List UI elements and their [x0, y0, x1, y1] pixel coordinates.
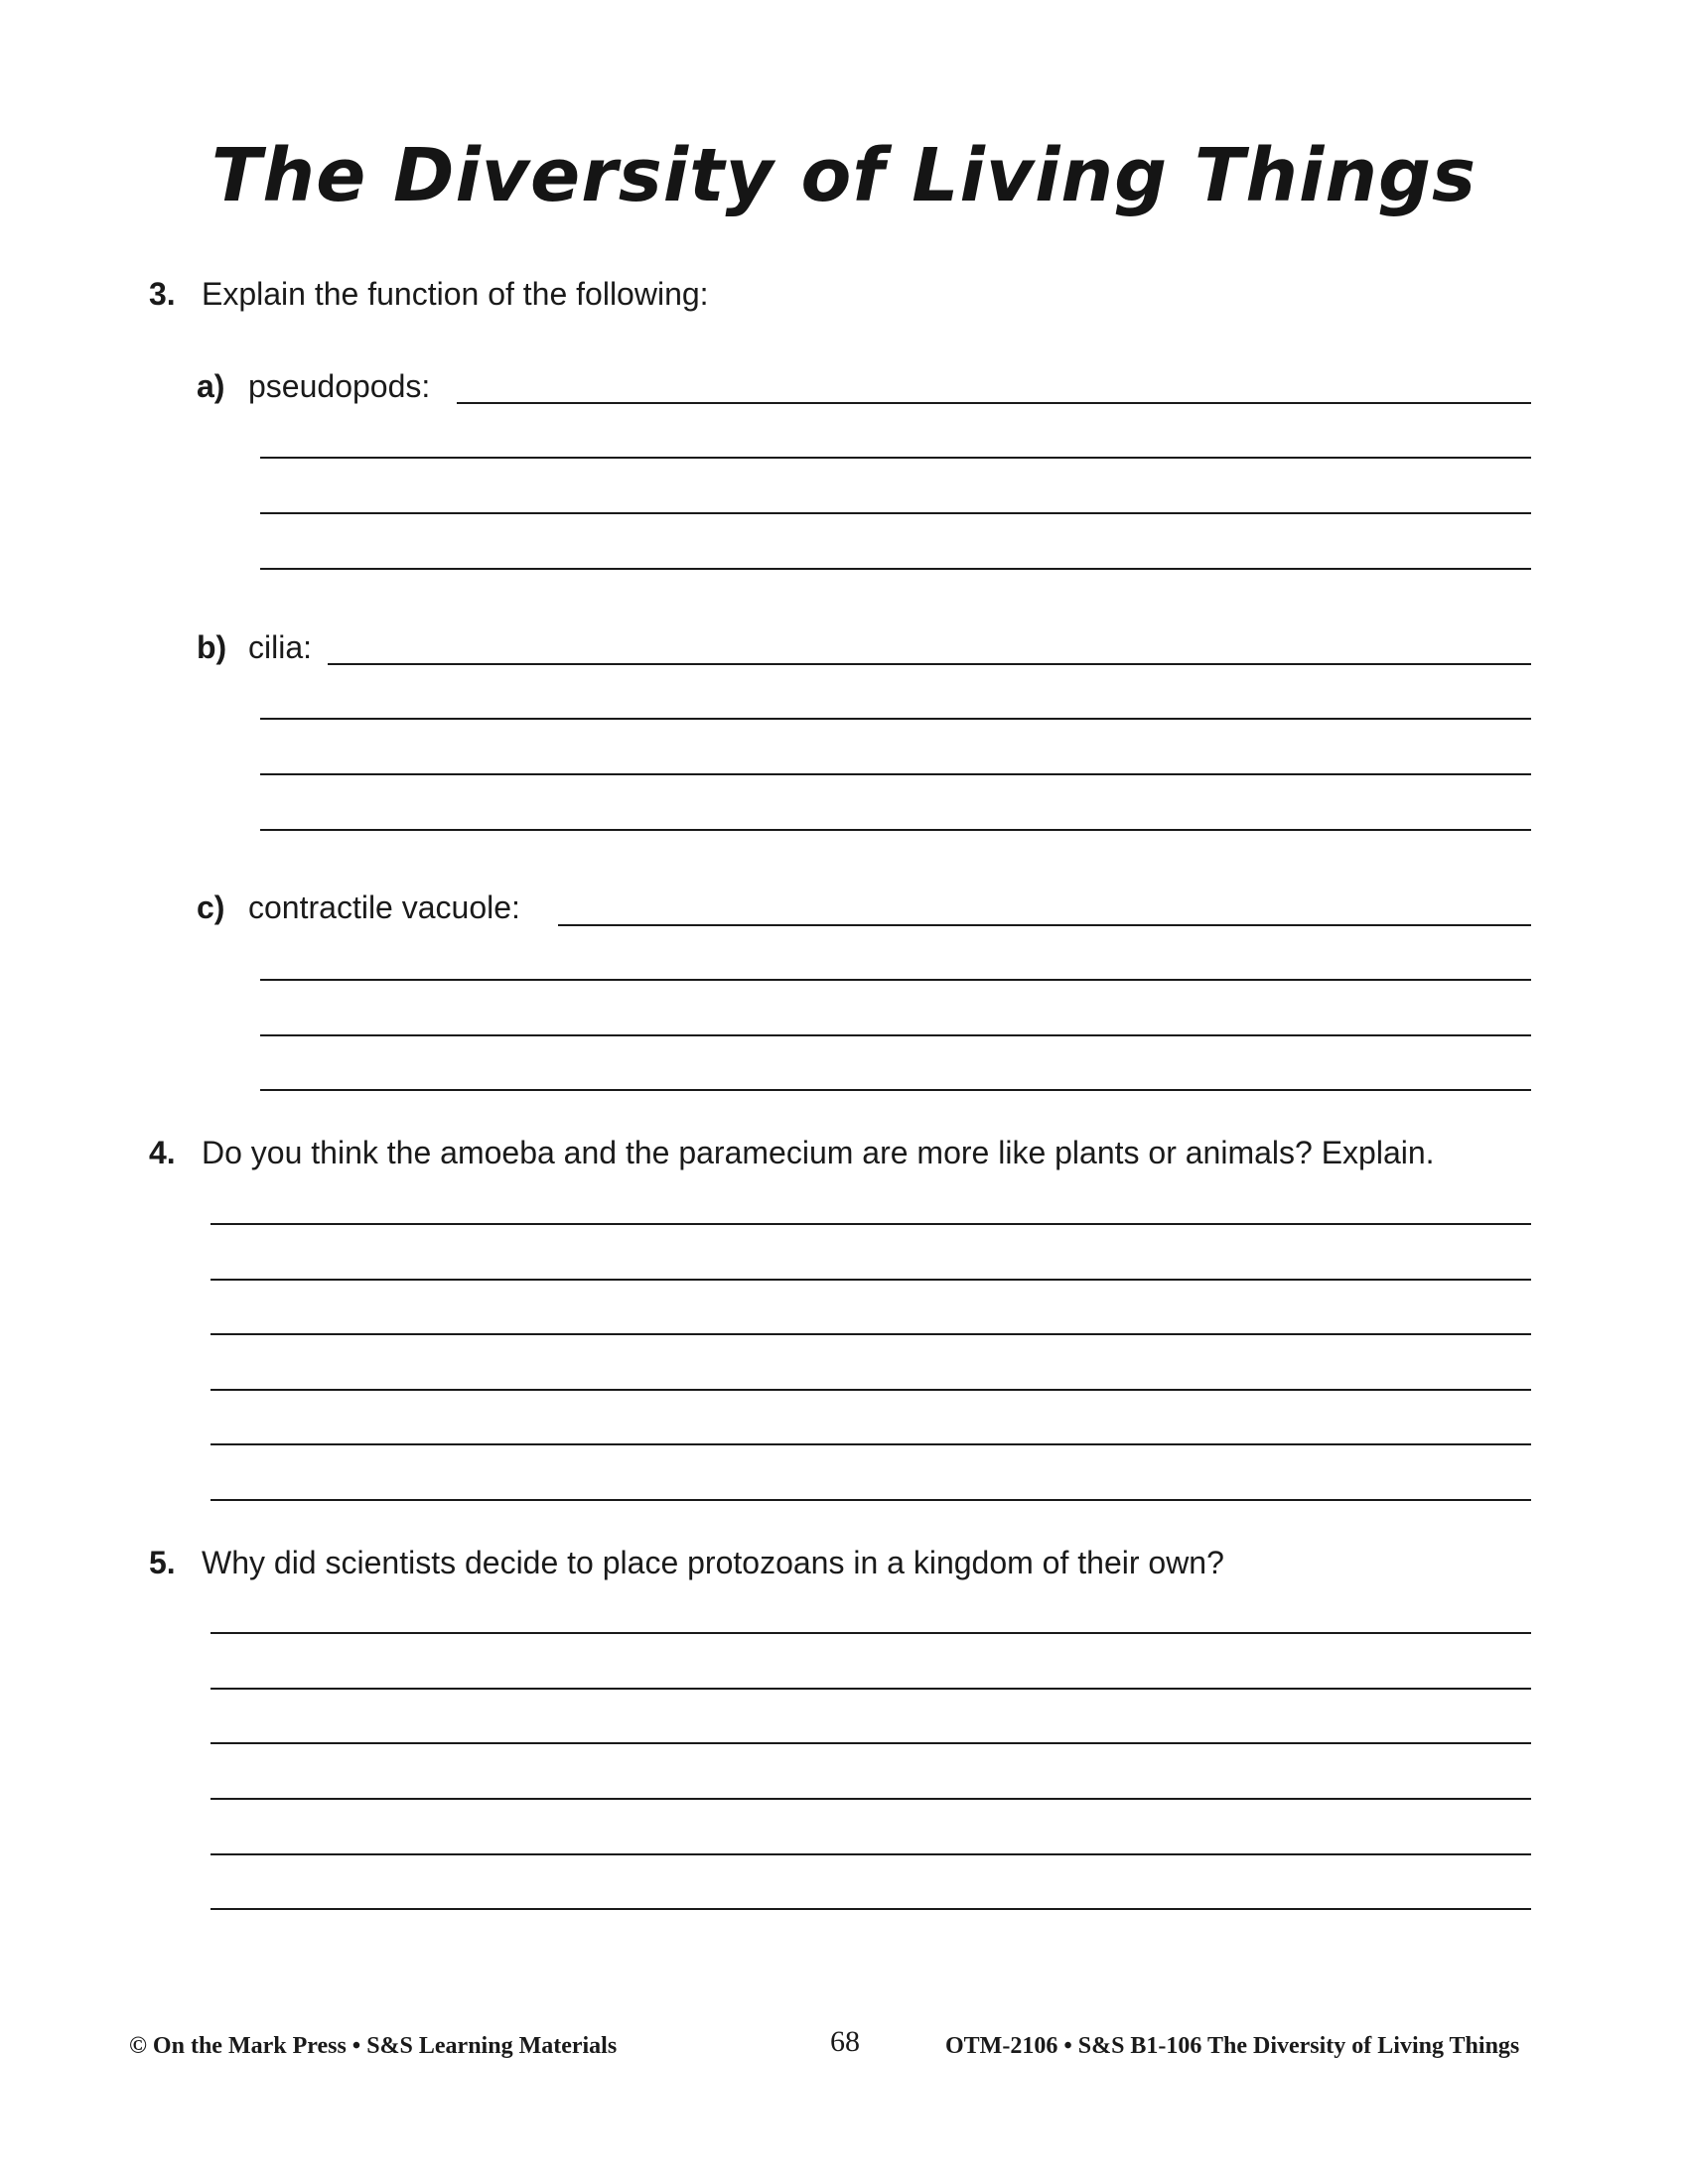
answer-line-3c-1[interactable] — [558, 924, 1531, 926]
question-3b-label: cilia: — [248, 629, 313, 665]
footer-page-number: 68 — [830, 2025, 860, 2058]
answer-line-3a-2[interactable] — [260, 457, 1531, 459]
answer-line-4-3[interactable] — [211, 1333, 1531, 1335]
answer-line-5-4[interactable] — [211, 1798, 1531, 1800]
question-3c-label: contractile vacuole: — [248, 889, 520, 925]
answer-line-3b-2[interactable] — [260, 718, 1531, 720]
question-3-text: Explain the function of the following: — [202, 276, 709, 312]
answer-line-5-5[interactable] — [211, 1853, 1531, 1855]
answer-line-5-6[interactable] — [211, 1908, 1531, 1910]
question-3b-letter: b) — [197, 629, 227, 665]
footer-publisher: © On the Mark Press • S&S Learning Materials — [129, 2033, 618, 2059]
answer-line-4-2[interactable] — [211, 1279, 1531, 1281]
answer-line-4-6[interactable] — [211, 1499, 1531, 1501]
answer-line-4-5[interactable] — [211, 1443, 1531, 1445]
question-4-text: Do you think the amoeba and the paramecium are more like plants or animals? Explain. — [202, 1135, 1435, 1170]
answer-line-5-1[interactable] — [211, 1632, 1531, 1634]
question-3a-letter: a) — [197, 368, 225, 404]
question-3a-label: pseudopods: — [248, 368, 431, 404]
answer-line-3c-2[interactable] — [260, 979, 1531, 981]
answer-line-3b-4[interactable] — [260, 829, 1531, 831]
answer-line-3a-3[interactable] — [260, 512, 1531, 514]
answer-line-5-2[interactable] — [211, 1688, 1531, 1690]
question-5-number: 5. — [149, 1545, 176, 1580]
answer-line-3b-3[interactable] — [260, 773, 1531, 775]
answer-line-3b-1[interactable] — [328, 663, 1531, 665]
answer-line-3c-3[interactable] — [260, 1034, 1531, 1036]
answer-line-5-3[interactable] — [211, 1742, 1531, 1744]
answer-line-4-1[interactable] — [211, 1223, 1531, 1225]
question-4-number: 4. — [149, 1135, 176, 1170]
page-title: The Diversity of Living Things — [211, 133, 1477, 218]
question-5-text: Why did scientists decide to place protozoans in a kingdom of their own? — [202, 1545, 1224, 1580]
question-3-number: 3. — [149, 276, 176, 312]
answer-line-4-4[interactable] — [211, 1389, 1531, 1391]
answer-line-3a-1[interactable] — [457, 402, 1531, 404]
footer-book-code: OTM-2106 • S&S B1-106 The Diversity of Living Things — [945, 2033, 1520, 2059]
answer-line-3a-4[interactable] — [260, 568, 1531, 570]
question-3c-letter: c) — [197, 889, 225, 925]
answer-line-3c-4[interactable] — [260, 1089, 1531, 1091]
